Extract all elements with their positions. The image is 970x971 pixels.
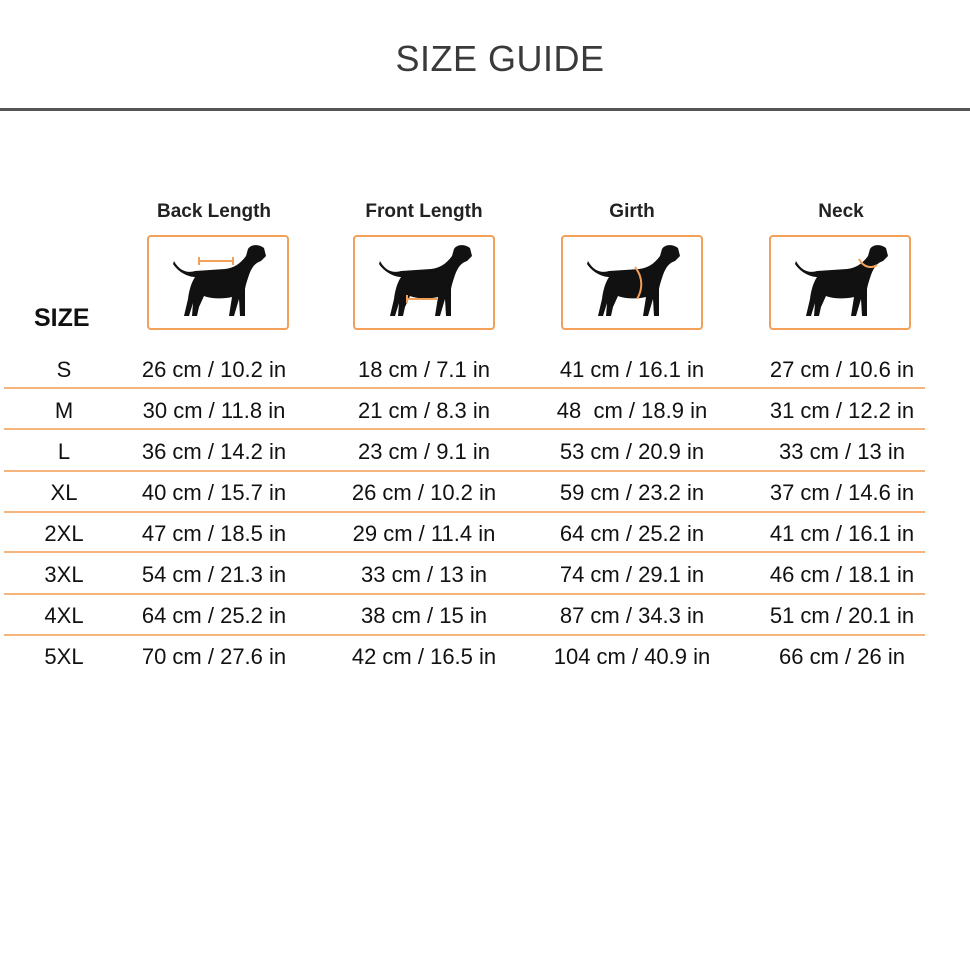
- back-length-cell: 40 cm / 15.7 in: [141, 480, 287, 505]
- dog-neck-icon: [771, 237, 909, 328]
- size-column-label: SIZE: [34, 304, 90, 332]
- girth-cell: 48 cm / 18.9 in: [556, 398, 708, 423]
- neck-cell: 66 cm / 26 in: [779, 644, 905, 669]
- column-header-girth: Girth: [609, 201, 655, 222]
- title-divider: [0, 108, 970, 111]
- back-length-cell: 36 cm / 14.2 in: [141, 439, 287, 464]
- neck-cell: 27 cm / 10.6 in: [769, 357, 915, 382]
- column-header-front-length: Front Length: [365, 201, 483, 222]
- front-length-cell: 18 cm / 7.1 in: [357, 357, 491, 382]
- size-cell: M: [54, 398, 74, 423]
- table-row: [4, 554, 925, 595]
- neck-cell: 33 cm / 13 in: [779, 439, 905, 464]
- table-row: [4, 472, 925, 513]
- back-length-cell: 26 cm / 10.2 in: [141, 357, 287, 382]
- girth-icon-box: [561, 235, 703, 330]
- dog-girth-icon: [563, 237, 701, 328]
- page-title: SIZE GUIDE: [395, 38, 605, 79]
- front-length-cell: 21 cm / 8.3 in: [357, 398, 491, 423]
- back-length-cell: 30 cm / 11.8 in: [142, 398, 286, 423]
- neck-cell: 31 cm / 12.2 in: [769, 398, 915, 423]
- size-cell: 3XL: [44, 562, 84, 587]
- size-cell: 4XL: [44, 603, 84, 628]
- size-cell: L: [57, 439, 71, 464]
- row-divider: [4, 428, 925, 430]
- front-length-cell: 33 cm / 13 in: [361, 562, 487, 587]
- size-cell: XL: [50, 480, 78, 505]
- column-header-neck: Neck: [818, 201, 864, 222]
- back-length-cell: 54 cm / 21.3 in: [141, 562, 287, 587]
- back-length-cell: 70 cm / 27.6 in: [141, 644, 287, 669]
- girth-cell: 41 cm / 16.1 in: [559, 357, 705, 382]
- size-cell: 5XL: [44, 644, 84, 669]
- table-row: [4, 349, 925, 390]
- back-length-cell: 47 cm / 18.5 in: [141, 521, 287, 546]
- size-cell: S: [56, 357, 72, 382]
- front-length-cell: 23 cm / 9.1 in: [357, 439, 491, 464]
- row-divider: [4, 387, 925, 389]
- neck-cell: 46 cm / 18.1 in: [769, 562, 915, 587]
- back-length-cell: 64 cm / 25.2 in: [141, 603, 287, 628]
- girth-cell: 59 cm / 23.2 in: [559, 480, 705, 505]
- neck-cell: 51 cm / 20.1 in: [769, 603, 915, 628]
- dog-front-length-icon: [355, 237, 493, 328]
- table-row: [4, 595, 925, 636]
- front-length-cell: 42 cm / 16.5 in: [351, 644, 497, 669]
- girth-cell: 87 cm / 34.3 in: [559, 603, 705, 628]
- table-row: [4, 636, 925, 677]
- dog-back-length-icon: [149, 237, 287, 328]
- table-row: [4, 390, 925, 431]
- neck-cell: 37 cm / 14.6 in: [769, 480, 915, 505]
- front-length-cell: 38 cm / 15 in: [361, 603, 487, 628]
- neck-cell: 41 cm / 16.1 in: [769, 521, 915, 546]
- size-cell: 2XL: [44, 521, 84, 546]
- column-header-back-length: Back Length: [156, 201, 272, 222]
- back-length-icon-box: [147, 235, 289, 330]
- front-length-cell: 29 cm / 11.4 in: [352, 521, 496, 546]
- girth-cell: 104 cm / 40.9 in: [553, 644, 711, 669]
- girth-cell: 53 cm / 20.9 in: [559, 439, 705, 464]
- front-length-icon-box: [353, 235, 495, 330]
- neck-icon-box: [769, 235, 911, 330]
- girth-cell: 74 cm / 29.1 in: [559, 562, 705, 587]
- row-divider: [4, 551, 925, 553]
- front-length-cell: 26 cm / 10.2 in: [351, 480, 497, 505]
- girth-cell: 64 cm / 25.2 in: [559, 521, 705, 546]
- table-row: [4, 513, 925, 554]
- table-row: [4, 431, 925, 472]
